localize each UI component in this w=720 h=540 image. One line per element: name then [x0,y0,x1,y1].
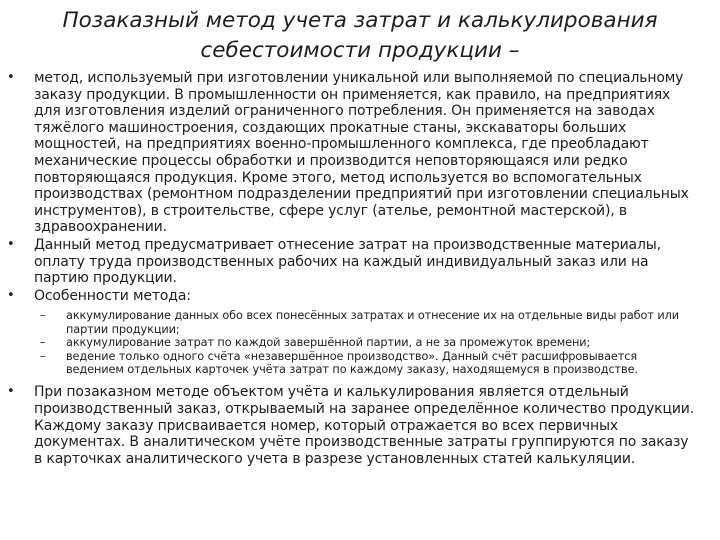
bullet-text: При позаказном методе объектом учёта и калькулирования является отдельный производственный заказ, открываемый на заранее определённое количество продукции. Каждому заказу присваивается номер, который отражается во всех первичных документах. В аналитическом учёте производственные затраты группируются по заказу в карточках аналитического учета в разрезе установленных статей калькуляции. [34,384,695,467]
bullet-item-cost-allocation [0,237,720,287]
bullet-marker: • [7,384,15,400]
bullet-item-features [0,288,720,305]
sub-item-text: аккумулирование данных обо всех понесённых затратах и отнесение их на отдельные виды работ или партии продукции; [66,309,679,336]
sub-item-text: аккумулирование затрат по каждой завершённой партии, а не за промежуток времени; [66,336,591,350]
slide-title: Позаказный метод учета затрат и калькулирования себестоимости продукции – [62,8,658,63]
bullet-text: Данный метод предусматривает отнесение затрат на производственные материалы, оплату труда производственных рабочих на каждый индивидуальный заказ или на партию продукции. [34,236,661,287]
sub-item [0,309,720,336]
bullet-item-accounting-object [0,384,720,467]
features-sublist [0,309,720,376]
sub-item [0,336,720,349]
dash-marker: – [40,309,46,323]
bullet-item-definition [0,70,720,236]
bullet-text: метод, используемый при изготовлении уникальной или выполняемой по специальному заказу продукции. В промышленности он применяется, как правило, на предприятиях для изготовления изделий ограниченного потребления. Он применяется на заводах тяжёлого машиностроения, создающих прокатные станы, экскаваторы больших мощностей, на предприятиях военно-промышленного комплекса, где преобладают механические процессы обработки и производится неповторяющаяся или редко повторяющаяся продукция. Кроме этого, метод используется во вспомогательных производствах (ремонтном подразделении предприятий при изготовлении специальных инструментов), в строительстве, сфере услуг (ателье, ремонтной мастерской), в здравоохранении. [34,70,689,236]
bullet-text: Особенности метода: [34,287,191,304]
bullet-marker: • [7,287,15,303]
dash-marker: – [40,336,46,350]
sub-item [0,350,720,377]
dash-marker: – [40,349,46,363]
slide-body [0,70,720,467]
bullet-marker: • [7,70,15,85]
sub-item-text: ведение только одного счёта «незавершённое производство». Данный счёт расшифровывается ведением отдельных карточек учёта затрат по каждому заказу, находящемуся в производстве. [66,349,638,376]
bullet-marker: • [7,236,15,252]
